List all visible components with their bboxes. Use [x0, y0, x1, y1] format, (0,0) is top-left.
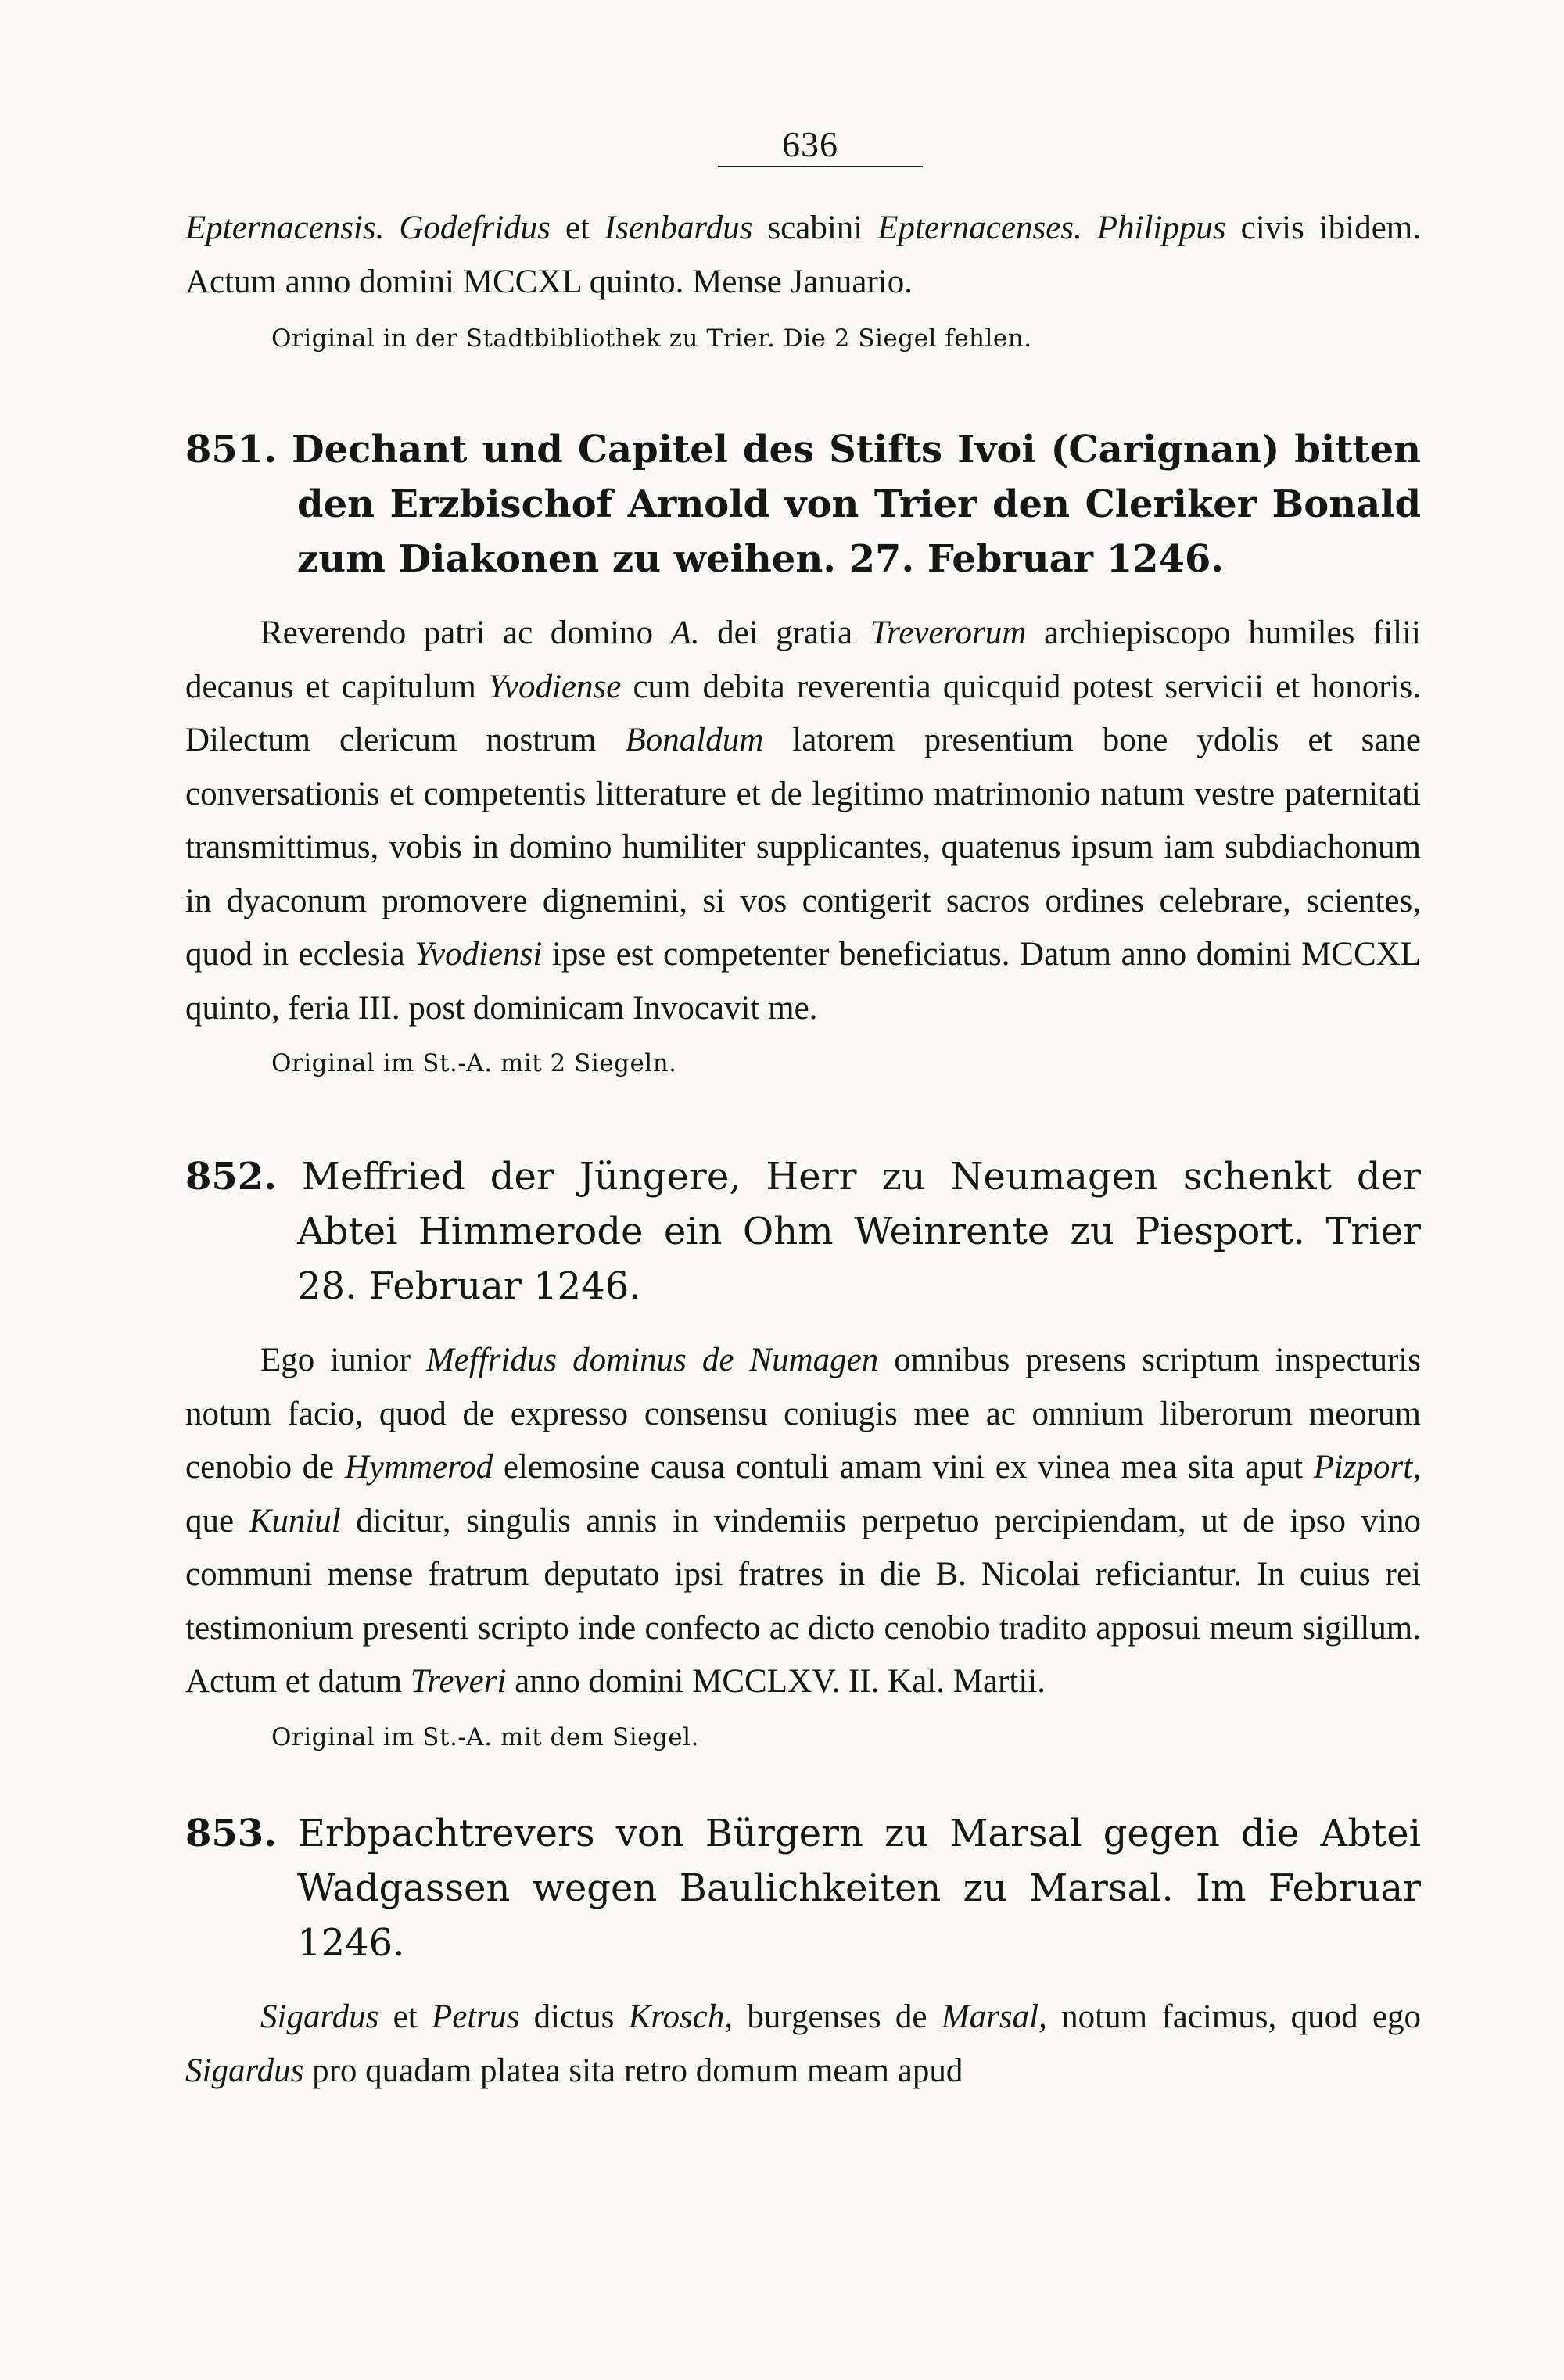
document-853-text	[185, 1991, 1421, 2098]
italic-run: Krosch,	[628, 1998, 734, 2035]
text-run: dictus	[519, 1998, 629, 2035]
page-number: 636	[782, 124, 838, 164]
italic-run: Petrus	[432, 1998, 520, 2035]
document-851-number: 851.	[185, 428, 277, 471]
text-run: notum facimus, quod ego	[1046, 1998, 1421, 2035]
intro-archive-note: Original in der Stadtbibliothek zu Trier. Die 2 Siegel fehlen.	[271, 324, 1032, 353]
intro-italic: Philippus	[1096, 210, 1226, 246]
document-851	[185, 422, 1421, 1079]
italic-run: Sigardus	[185, 2052, 304, 2089]
italic-run: Pizport,	[1313, 1449, 1421, 1486]
italic-run: Yvodiensi	[414, 936, 543, 973]
intro-continuation	[185, 202, 1421, 354]
document-852	[185, 1149, 1421, 1753]
italic-run: Hymmerod	[344, 1449, 493, 1486]
text-run: cum debita reverentia quicquid potest servicii et honoris. Dilectum clericum nostrum	[185, 668, 1421, 758]
text-run: Ego iunior	[260, 1342, 426, 1378]
italic-run: Treveri	[410, 1663, 507, 1700]
document-851-heading	[185, 422, 1421, 586]
italic-run: Treverorum	[870, 615, 1027, 651]
italic-run: Kuniul	[249, 1502, 341, 1539]
intro-text: et	[550, 210, 604, 246]
document-852-title: Meffried der Jüngere, Herr zu Neumagen schenkt der Abtei Himmerode ein Ohm Weinrente zu Piesport. Trier 28. Februar 1246.	[297, 1155, 1422, 1308]
text-run: Reverendo patri ac domino	[260, 615, 671, 651]
italic-run: Yvodiense	[487, 668, 622, 705]
document-851-archive-note: Original im St.-A. mit 2 Siegeln.	[271, 1049, 677, 1077]
document-851-title: Dechant und Capitel des Stifts Ivoi (Carignan) bitten den Erzbischof Arnold von Trier den Cleriker Bonald zum Diakonen zu weihen. 27. Februar 1246.	[291, 428, 1422, 581]
text-run: et	[378, 1998, 432, 2035]
intro-text: civis ibidem. Actum anno domini MCCXL quinto. Mense Januario.	[185, 210, 1421, 300]
text-run: dei gratia	[699, 615, 870, 651]
intro-italic: Isenbardus	[604, 210, 753, 246]
text-run: latorem presentium bone ydolis et sane conversationis et competentis litterature et de legitimo matrimonio natum vestre paternitati transmittimus, vobis in domino humiliter supplicantes, quatenus ipsum iam subdiachonum in dyaconum promovere dignemini, si vos contigerit sacros ordines celebrare, scientes, quod in ecclesia	[185, 722, 1422, 973]
document-851-text	[185, 607, 1421, 1035]
document-853-number: 853.	[185, 1812, 277, 1855]
italic-run: Sigardus	[260, 1998, 379, 2035]
italic-run: A.	[670, 615, 700, 651]
text-run: dicitur, singulis annis in vindemiis perpetuo percipiendam, ut de ipso vino communi mense fratrum deputato ipsi fratres in die B. Nicolai reficiantur. In cuius rei testimonium presenti scripto inde confecto ac dicto cenobio tradito apposui meum sigillum. Actum et datum	[185, 1502, 1421, 1700]
intro-italic: Epternacenses.	[877, 210, 1082, 246]
page-number-rule	[718, 166, 923, 167]
intro-text: scabini	[752, 210, 878, 246]
text-run: anno domini MCCLXV. II. Kal. Martii.	[506, 1663, 1046, 1700]
italic-run: Meffridus dominus de Numagen	[425, 1342, 879, 1378]
document-852-archive-note: Original im St.-A. mit dem Siegel.	[271, 1722, 699, 1751]
intro-italic: Godefridus	[399, 210, 551, 246]
document-852-text	[185, 1334, 1421, 1709]
text-run: elemosine causa contuli amam vini ex vinea mea sita aput	[493, 1449, 1314, 1486]
document-853	[185, 1806, 1421, 2098]
text-run: burgenses de	[733, 1998, 942, 2035]
document-853-heading	[185, 1806, 1421, 1970]
text-run: pro quadam platea sita retro domum meam apud	[303, 2052, 963, 2089]
text-run: ipse est competenter beneficiatus. Datum anno domini MCCXL quinto, feria III. post dominicam Invocavit me.	[185, 936, 1421, 1027]
italic-run: Bonaldum	[625, 722, 764, 758]
text-run: que	[185, 1502, 249, 1539]
intro-paragraph	[185, 202, 1421, 309]
intro-text	[1082, 210, 1097, 246]
text-run: archiepiscopo humiles filii decanus et capitulum	[185, 615, 1422, 705]
intro-italic: Epternacensis.	[185, 210, 385, 246]
italic-run: Marsal,	[941, 1998, 1047, 2035]
document-852-number: 852.	[185, 1155, 277, 1199]
text-run: omnibus presens scriptum inspecturis notum facio, quod de expresso consensu coniugis mee ac omnium liberorum meorum cenobio de	[185, 1342, 1421, 1486]
document-853-title: Erbpachtrevers von Bürgern zu Marsal gegen die Abtei Wadgassen wegen Baulichkeiten zu Marsal. Im Februar 1246.	[297, 1812, 1421, 1965]
document-852-heading	[185, 1149, 1421, 1314]
